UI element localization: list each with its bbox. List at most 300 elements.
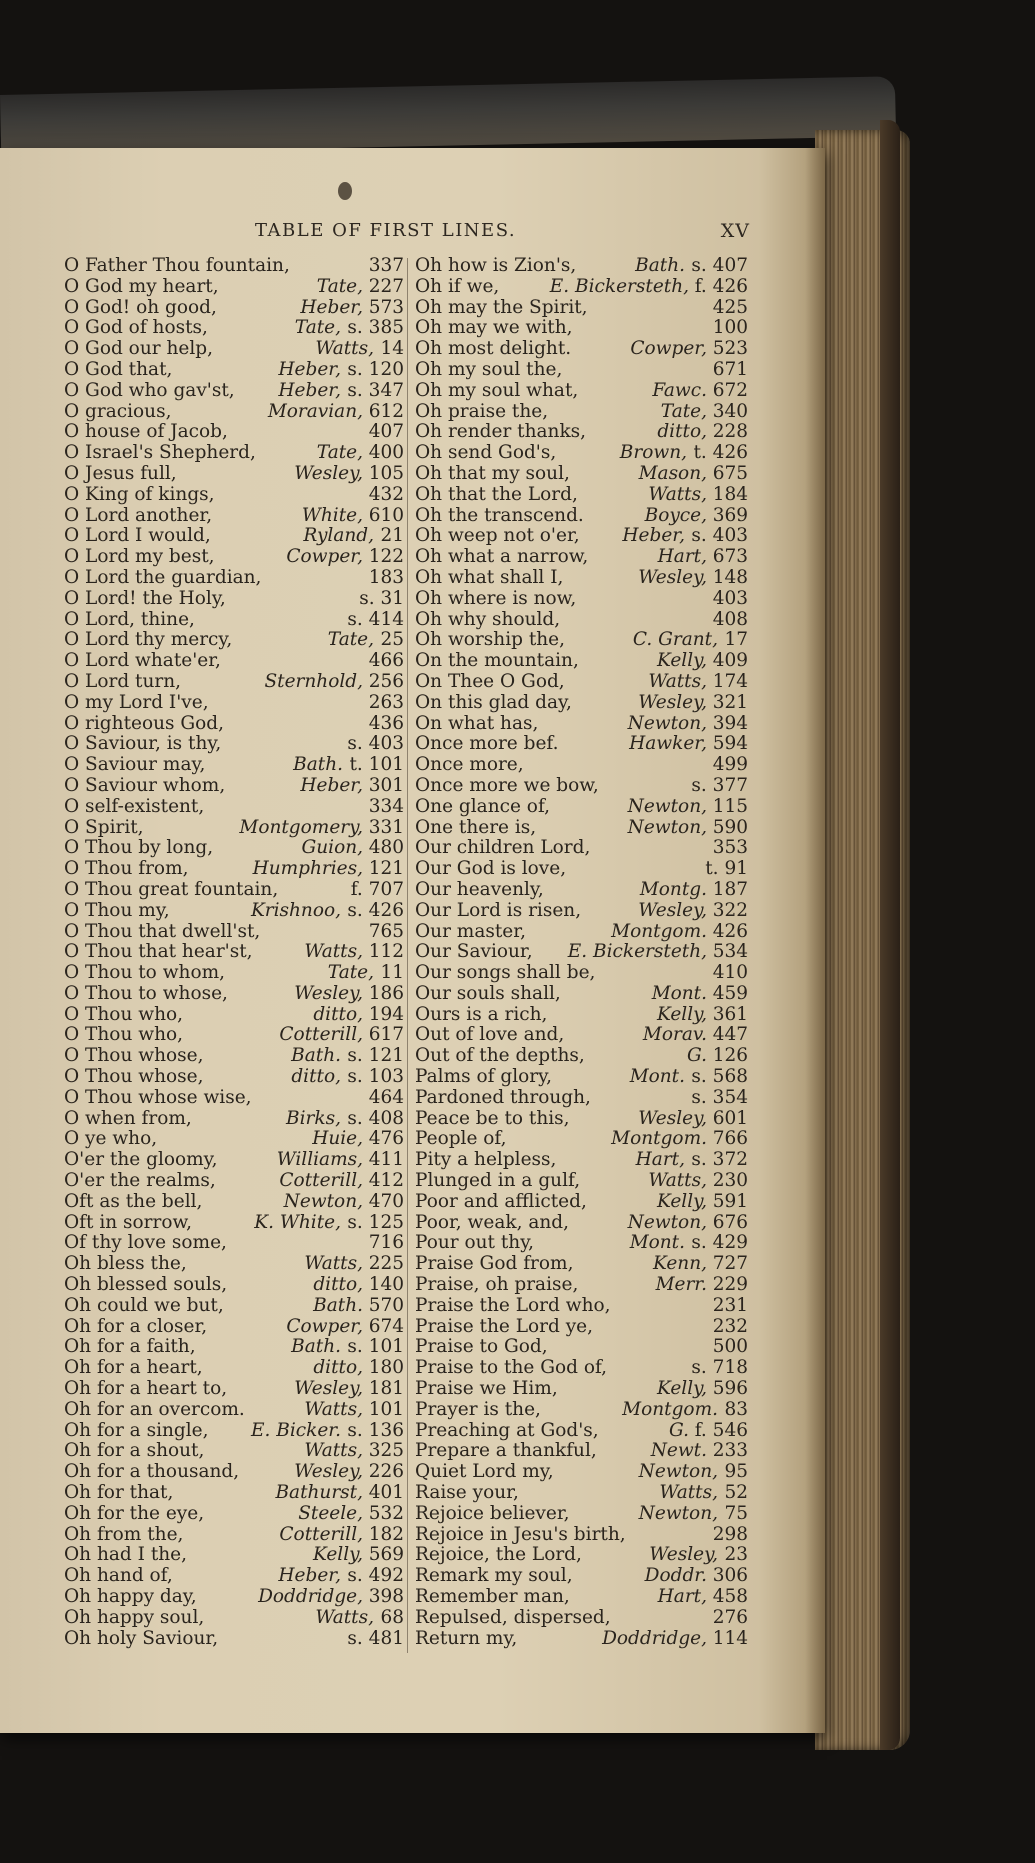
index-entry [415, 443, 748, 464]
hymn-number: 334 [368, 795, 404, 817]
first-line: Oh blessed souls, [64, 1274, 228, 1296]
first-line: O Lord turn, [64, 670, 182, 692]
author: Kelly, [657, 1003, 707, 1025]
index-entry [415, 1171, 748, 1192]
index-entry [415, 402, 748, 423]
hymn-number: 180 [368, 1357, 404, 1379]
hymn-number: f. 707 [350, 878, 404, 900]
hymn-number: 276 [712, 1606, 748, 1628]
first-line: Oh my soul the, [415, 358, 563, 380]
author: Hawker, [629, 733, 707, 755]
hymn-number: 591 [712, 1190, 748, 1212]
index-entry [415, 589, 748, 610]
hymn-number: 353 [712, 837, 748, 859]
author: Watts, [304, 941, 363, 963]
hymn-number: 534 [712, 941, 748, 963]
hymn-number: 765 [368, 920, 404, 942]
hymn-number: 83 [724, 1398, 748, 1420]
first-line: Oh send God's, [415, 442, 557, 464]
author: ditto, [313, 1003, 363, 1025]
author: Kelly, [657, 1190, 707, 1212]
first-line: Rejoice in Jesu's birth, [415, 1523, 626, 1545]
index-entry [415, 1005, 748, 1026]
first-line: O Lord the guardian, [64, 566, 262, 588]
first-line: Our master, [415, 920, 526, 942]
index-entry [415, 1296, 748, 1317]
hymn-number: 17 [724, 629, 748, 651]
first-line: One glance of, [415, 795, 551, 817]
hymn-number: 409 [712, 650, 748, 672]
author: Watts, [648, 483, 707, 505]
hymn-number: 466 [368, 650, 404, 672]
first-line: Oh where is now, [415, 587, 577, 609]
first-line: Of thy love some, [64, 1232, 227, 1254]
first-line: O Thou by long, [64, 837, 214, 859]
index-entry [64, 1483, 404, 1504]
index-entry [64, 797, 404, 818]
index-entry [64, 1171, 404, 1192]
hymn-number: 601 [712, 1107, 748, 1129]
first-line: O Saviour, is thy, [64, 733, 222, 755]
hymn-number: 233 [712, 1440, 748, 1462]
author: Wesley, [638, 899, 707, 921]
index-entry [64, 1337, 404, 1358]
hymn-number: 401 [368, 1482, 404, 1504]
hymn-number: 321 [712, 691, 748, 713]
index-entry [64, 1462, 404, 1483]
author: Montgomery, [239, 816, 363, 838]
hymn-number: s. 403 [347, 733, 404, 755]
hymn-number: 590 [712, 816, 748, 838]
hymn-number: t. 91 [705, 858, 748, 880]
index-entry [415, 506, 748, 527]
first-line: Praise to the God of, [415, 1357, 608, 1379]
index-entry [415, 714, 748, 735]
index-entry [64, 485, 404, 506]
index-entry [64, 1525, 404, 1546]
author: E. Bickersteth, [567, 941, 707, 963]
first-line: O'er the realms, [64, 1170, 216, 1192]
hymn-number: s. 136 [347, 1419, 404, 1441]
author: Newt. [650, 1440, 707, 1462]
first-line: Rejoice believer, [415, 1502, 570, 1524]
first-line: Oh if we, [415, 275, 500, 297]
author: Heber, [278, 379, 341, 401]
hymn-number: s. 101 [347, 1336, 404, 1358]
index-entry [64, 256, 404, 277]
hymn-number: 458 [712, 1586, 748, 1607]
index-entry [64, 693, 404, 714]
first-line: Once more bef. [415, 733, 559, 755]
index-entry [415, 422, 748, 443]
author: Bath. [291, 1336, 341, 1358]
index-entry [415, 797, 748, 818]
first-line: Oh for a thousand, [64, 1461, 240, 1483]
hymn-number: 52 [724, 1482, 748, 1504]
first-line: O Lord I would, [64, 525, 211, 547]
hymn-number: s. 414 [347, 608, 404, 630]
author: K. White, [254, 1211, 341, 1233]
hymn-number: 306 [712, 1565, 748, 1587]
first-line: O Spirit, [64, 816, 144, 838]
index-entry [415, 1233, 748, 1254]
author: Morav. [642, 1024, 707, 1046]
hymn-number: s. 347 [347, 379, 404, 401]
first-line: O Thou from, [64, 858, 189, 880]
author: Watts, [648, 1170, 707, 1192]
first-line: Plunged in a gulf, [415, 1170, 581, 1192]
first-line: Oh for a single, [64, 1419, 209, 1441]
first-line: Oh could we but, [64, 1294, 224, 1316]
index-entry [64, 1587, 404, 1608]
index-entry [415, 880, 748, 901]
first-line: Return my, [415, 1627, 518, 1649]
author: Wesley, [294, 1378, 363, 1400]
author: Tate, [327, 962, 374, 984]
hymn-number: s. 125 [347, 1211, 404, 1233]
index-entry [415, 1483, 748, 1504]
first-line: Praise, oh praise, [415, 1274, 579, 1296]
first-line: People of, [415, 1128, 507, 1150]
index-entry [64, 610, 404, 631]
first-line: Oh most delight. [415, 338, 572, 360]
author: Bath. [291, 1045, 341, 1067]
author: Montgom. [611, 1128, 707, 1150]
index-entry [64, 1296, 404, 1317]
index-entry [64, 818, 404, 839]
hymn-number: 105 [368, 462, 404, 484]
index-entry [64, 859, 404, 880]
index-entry [415, 1462, 748, 1483]
author: Hart, [657, 546, 707, 568]
hymn-number: 436 [368, 712, 404, 734]
author: Doddridge, [258, 1586, 363, 1607]
hymn-number: 412 [368, 1170, 404, 1192]
hymn-number: 225 [368, 1253, 404, 1275]
index-entry [415, 547, 748, 568]
first-line: Oh happy soul, [64, 1606, 205, 1628]
index-entry [415, 984, 748, 1005]
hymn-number: 14 [380, 338, 404, 360]
hymn-number: s. 481 [347, 1627, 404, 1649]
index-entry [64, 942, 404, 963]
author: Heber, [300, 774, 363, 796]
author: Heber, [278, 358, 341, 380]
author: C. Grant, [632, 629, 718, 651]
index-entry [415, 1629, 748, 1650]
first-line: Our songs shall be, [415, 962, 596, 984]
first-line: Oh holy Saviour, [64, 1627, 219, 1649]
first-line: Oft in sorrow, [64, 1211, 193, 1233]
hymn-number: 25 [380, 629, 404, 651]
first-line: Oh for a heart to, [64, 1378, 228, 1400]
hymn-number: 480 [368, 837, 404, 859]
first-line: O Thou that dwell'st, [64, 920, 261, 942]
first-line: O God who gav'st, [64, 379, 235, 401]
first-line: O Thou my, [64, 899, 170, 921]
index-entry [64, 963, 404, 984]
hymn-number: t. 101 [349, 754, 404, 776]
hymn-number: s. 426 [347, 899, 404, 921]
hymn-number: 187 [712, 878, 748, 900]
index-entry [64, 755, 404, 776]
index-entry [64, 568, 404, 589]
hymn-number: s. 372 [691, 1149, 748, 1171]
index-entry [415, 1525, 748, 1546]
index-entry [415, 755, 748, 776]
author: ditto, [657, 421, 707, 443]
first-line: Out of the depths, [415, 1045, 585, 1067]
author: Heber, [300, 296, 363, 318]
hymn-number: s. 403 [691, 525, 748, 547]
first-line: On Thee O God, [415, 670, 565, 692]
index-entry [64, 672, 404, 693]
index-entry [64, 1275, 404, 1296]
hymn-number: 464 [368, 1086, 404, 1108]
first-line: O God that, [64, 358, 173, 380]
hymn-number: 226 [368, 1461, 404, 1483]
first-line: O Thou great fountain, [64, 878, 279, 900]
hymn-number: 148 [712, 566, 748, 588]
hymn-number: 570 [368, 1294, 404, 1316]
index-entry [64, 318, 404, 339]
page-number: XV [720, 220, 750, 242]
index-entry [64, 776, 404, 797]
hymn-number: 95 [724, 1461, 748, 1483]
first-line: O Thou who, [64, 1024, 184, 1046]
page-header [60, 220, 750, 248]
hymn-number: 476 [368, 1128, 404, 1150]
index-entry [64, 1088, 404, 1109]
author: Bath. [635, 255, 685, 276]
author: Newton, [283, 1190, 363, 1212]
hymn-number: 594 [712, 733, 748, 755]
first-line: Our heavenly, [415, 878, 544, 900]
first-line: Oh that my soul, [415, 462, 570, 484]
author: Newton, [638, 1502, 718, 1524]
book-cover-edge [880, 120, 900, 1750]
author: Wesley, [294, 462, 363, 484]
author: Newton, [627, 795, 707, 817]
index-entry [415, 1566, 748, 1587]
hymn-number: 121 [368, 858, 404, 880]
hymn-number: 411 [368, 1149, 404, 1171]
first-line: Oh had I the, [64, 1544, 187, 1566]
hymn-number: 232 [712, 1315, 748, 1337]
first-line: Praise the Lord who, [415, 1294, 611, 1316]
index-entry [415, 901, 748, 922]
index-entry [415, 568, 748, 589]
hymn-number: 425 [712, 296, 748, 318]
first-line: O Thou that hear'st, [64, 941, 253, 963]
hymn-number: 610 [368, 504, 404, 526]
author: Watts, [304, 1398, 363, 1420]
hymn-number: 447 [712, 1024, 748, 1046]
first-line: Oh that the Lord, [415, 483, 578, 505]
author: E. Bicker. [251, 1419, 341, 1441]
author: Tate, [660, 400, 707, 422]
first-line: O Israel's Shepherd, [64, 442, 256, 464]
author: Krishnoo, [250, 899, 341, 921]
hymn-number: 229 [712, 1274, 748, 1296]
index-entry [64, 1025, 404, 1046]
author: ditto, [291, 1066, 341, 1088]
hymn-number: s. 408 [347, 1107, 404, 1129]
hymn-number: 672 [712, 379, 748, 401]
index-entry [415, 818, 748, 839]
index-entry [415, 942, 748, 963]
index-entry [64, 1400, 404, 1421]
author: White, [301, 504, 363, 526]
index-entry [415, 963, 748, 984]
author: Mont. [629, 1066, 685, 1088]
hymn-number: 676 [712, 1211, 748, 1233]
hymn-number: 340 [712, 400, 748, 422]
index-entry [64, 1629, 404, 1650]
hymn-number: 227 [368, 275, 404, 297]
author: Cotterill, [279, 1523, 363, 1545]
index-entry [415, 1608, 748, 1629]
left-column [64, 256, 404, 1649]
index-entry [64, 464, 404, 485]
hymn-number: 101 [368, 1398, 404, 1420]
first-line: Oh from the, [64, 1523, 184, 1545]
first-line: O Lord my best, [64, 546, 215, 568]
index-entry [415, 1067, 748, 1088]
index-entry [415, 526, 748, 547]
first-line: O self-existent, [64, 795, 205, 817]
hymn-number: 398 [368, 1586, 404, 1607]
author: Fawc. [652, 379, 707, 401]
hymn-number: 228 [712, 421, 748, 443]
hymn-number: 181 [368, 1378, 404, 1400]
index-entry [415, 838, 748, 859]
hymn-number: s. 31 [359, 587, 404, 609]
hymn-number: 410 [712, 962, 748, 984]
index-entry [64, 1608, 404, 1629]
hymn-number: 186 [368, 982, 404, 1004]
first-line: Quiet Lord my, [415, 1461, 554, 1483]
index-entry [64, 630, 404, 651]
index-entry [415, 298, 748, 319]
index-entry [64, 984, 404, 1005]
first-line: Rejoice, the Lord, [415, 1544, 582, 1566]
index-entry [415, 693, 748, 714]
hymn-number: 612 [368, 400, 404, 422]
first-line: O Saviour whom, [64, 774, 226, 796]
hymn-number: s. 120 [347, 358, 404, 380]
author: Wesley, [294, 982, 363, 1004]
author: E. Bickersteth, [549, 275, 689, 297]
author: Tate, [294, 317, 341, 339]
hymn-number: 256 [368, 670, 404, 692]
first-line: On what has, [415, 712, 539, 734]
hymn-number: 426 [712, 920, 748, 942]
author: Doddr. [644, 1565, 707, 1587]
hymn-number: s. 407 [691, 255, 748, 276]
author: Mont. [651, 982, 707, 1004]
author: Doddridge, [602, 1627, 707, 1649]
author: Kelly, [657, 1378, 707, 1400]
first-line: Our Lord is risen, [415, 899, 582, 921]
index-entry [415, 776, 748, 797]
index-entry [64, 339, 404, 360]
first-line: Oh for a faith, [64, 1336, 196, 1358]
hymn-number: 716 [368, 1232, 404, 1254]
author: Humphries, [252, 858, 363, 880]
index-entry [64, 277, 404, 298]
index-entry [415, 360, 748, 381]
index-entry [415, 277, 748, 298]
first-line: O Lord another, [64, 504, 213, 526]
hymn-number: t. 426 [693, 442, 748, 464]
author: Newton, [627, 816, 707, 838]
hymn-number: 337 [368, 255, 404, 276]
index-entry [415, 1379, 748, 1400]
index-entry [415, 464, 748, 485]
first-line: Remember man, [415, 1586, 570, 1607]
first-line: Out of love and, [415, 1024, 565, 1046]
first-line: O'er the gloomy, [64, 1149, 218, 1171]
index-entry [64, 526, 404, 547]
first-line: Oh for a heart, [64, 1357, 203, 1379]
first-line: Poor, weak, and, [415, 1211, 569, 1233]
hymn-number: s. 385 [347, 317, 404, 339]
hymn-number: 68 [380, 1606, 404, 1628]
first-line: Poor and afflicted, [415, 1190, 587, 1212]
first-line: Praise the Lord ye, [415, 1315, 594, 1337]
hymn-number: 432 [368, 483, 404, 505]
hymn-number: s. 377 [691, 774, 748, 796]
index-entry [415, 1046, 748, 1067]
hymn-number: 673 [712, 546, 748, 568]
hymn-number: 75 [724, 1502, 748, 1524]
first-line: O Saviour may, [64, 754, 206, 776]
first-line: Once more, [415, 754, 524, 776]
author: Tate, [327, 629, 374, 651]
first-line: O God of hosts, [64, 317, 208, 339]
first-line: Oh may we with, [415, 317, 573, 339]
author: ditto, [313, 1274, 363, 1296]
index-entry [415, 1254, 748, 1275]
author: Mason, [638, 462, 707, 484]
index-entry [415, 256, 748, 277]
first-line: O Lord! the Holy, [64, 587, 226, 609]
hymn-number: 674 [368, 1315, 404, 1337]
author: Cowper, [630, 338, 707, 360]
first-line: Our God is love, [415, 858, 567, 880]
hymn-number: f. 426 [694, 275, 748, 297]
index-entry [64, 506, 404, 527]
first-line: Oh render thanks, [415, 421, 587, 443]
author: Kelly, [657, 650, 707, 672]
first-line: Raise your, [415, 1482, 519, 1504]
index-entry [415, 381, 748, 402]
author: Tate, [316, 442, 363, 464]
index-entry [415, 318, 748, 339]
first-line: Once more we bow, [415, 774, 599, 796]
hymn-number: 194 [368, 1003, 404, 1025]
index-entry [415, 630, 748, 651]
column-divider [407, 258, 408, 1653]
hymn-number: 174 [712, 670, 748, 692]
hymn-number: 112 [368, 941, 404, 963]
first-line: O ye who, [64, 1128, 158, 1150]
author: Merr. [655, 1274, 707, 1296]
author: Watts, [659, 1482, 718, 1504]
first-line: Prayer is the, [415, 1398, 541, 1420]
hymn-number: 766 [712, 1128, 748, 1150]
